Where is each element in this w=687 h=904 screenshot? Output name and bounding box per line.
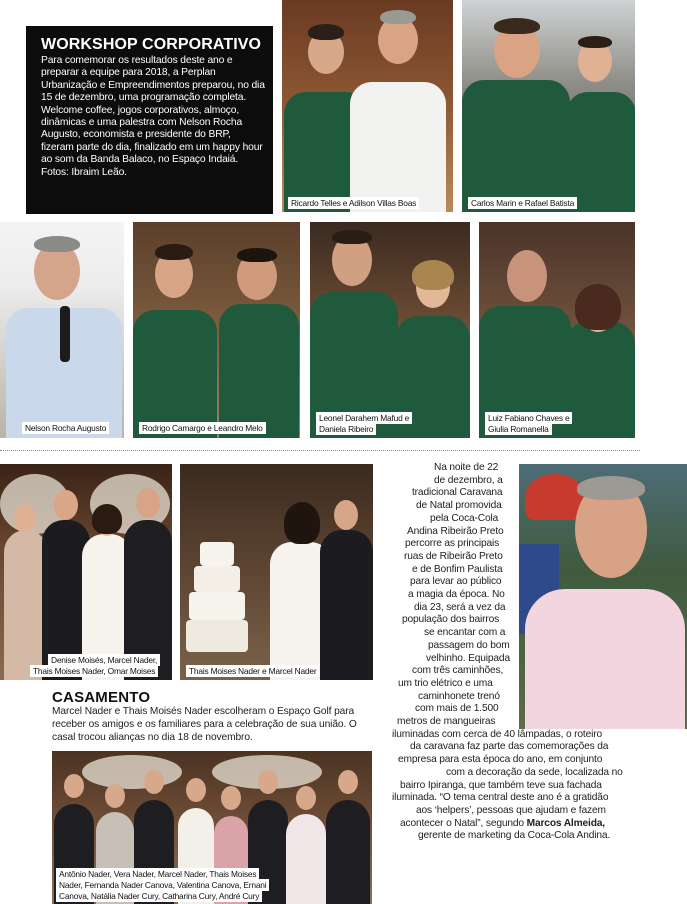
photo-nelson: [0, 222, 124, 438]
natal-line: pela Coca-Cola: [430, 512, 499, 524]
person-figure: [133, 222, 221, 438]
person-figure: [310, 222, 400, 438]
natal-line: a magia da época. No: [408, 589, 505, 601]
person-figure: [124, 488, 172, 680]
person-figure: [286, 786, 326, 904]
caption-leonel-daniela-2: Daniela Ribeiro: [316, 423, 376, 435]
caption-wedding-group-2: Nader, Fernanda Nader Canova, Valentina Canova, Ernani: [56, 879, 269, 891]
person-figure: [565, 222, 635, 438]
person-figure: [350, 0, 450, 212]
casamento-body: Marcel Nader e Thais Moisés Nader escolheram o Espaço Golf para receber os amigos e os familiares para a celebração de sua união. O casal trocou alianças no dia 18 de novembro.: [52, 706, 357, 743]
photo-rodrigo-leandro: [133, 222, 300, 438]
natal-line: Andina Ribeirão Preto: [407, 525, 504, 537]
caption-luiz-giulia-2: Giulia Romanella: [485, 423, 552, 435]
natal-line: aos ‘helpers’, pessoas que ajudam e fazem: [416, 804, 606, 816]
caption-nelson: Nelson Rocha Augusto: [22, 422, 109, 434]
caption-rodrigo-leandro: Rodrigo Camargo e Leandro Melo: [139, 422, 266, 434]
natal-line: para levar ao público: [410, 576, 502, 588]
natal-line: gerente de marketing da Coca-Cola Andina.: [418, 830, 611, 842]
workshop-text-box: [26, 26, 273, 214]
natal-line: com três caminhões,: [412, 665, 504, 677]
natal-line: bairro Ipiranga, que também teve sua fachada: [400, 779, 602, 791]
natal-line: ruas de Ribeirão Preto: [404, 550, 503, 562]
caption-wedding-family-2: Thais Moises Nader, Omar Moises: [30, 665, 158, 677]
wedding-cake: [186, 542, 248, 652]
workshop-body: Para comemorar os resultados deste ano e preparar a equipe para 2018, a Perplan Urbanização e Empreendimentos preparou, no dia 15 de dezembro, uma programação completa. Welcome coffee, jogos corporativos, almoço, dinâmicas e uma palestra com Nelson Rocha Augusto, economista e presidente do BRP, fizeram parte do dia, finalizado em um happy hour ao som da Banda Balaco, no Espaço Indaiá. Fotos: Ibraim Leão.: [41, 55, 265, 178]
natal-line: um trio elétrico e uma: [398, 677, 493, 689]
person-figure: [396, 222, 470, 438]
person-figure: [479, 222, 571, 438]
natal-line: de dezembro, a: [434, 474, 503, 486]
natal-line: com mais de 1.500: [415, 703, 499, 715]
natal-line: iluminada. “O tema central deste ano é a gratidão: [392, 792, 609, 804]
caption-wedding-group-1: Antônio Nader, Vera Nader, Marcel Nader, Thais Moises: [56, 868, 259, 880]
caption-luiz-giulia-1: Luiz Fabiano Chaves e: [485, 412, 572, 424]
caption-leonel-daniela-1: Leonel Darahem Mafud e: [316, 412, 412, 424]
photo-wedding-group: [52, 751, 372, 904]
photo-wedding-couple: [180, 464, 373, 680]
person-figure: [0, 222, 124, 438]
person-figure: [566, 0, 635, 212]
natal-line: Na noite de 22: [434, 462, 499, 473]
natal-line-text: acontecer o Natal”, segundo: [400, 817, 524, 829]
natal-line: [392, 818, 638, 831]
person-figure: [462, 0, 572, 212]
natal-line: metros de mangueiras: [397, 716, 496, 728]
natal-line: com a decoração da sede, localizada no: [446, 766, 623, 778]
natal-line: da caravana faz parte das comemorações da: [410, 741, 609, 753]
natal-line: dia 23, será a vez da: [414, 601, 506, 613]
natal-line: empresa para esta época do ano, em conjunto: [398, 754, 603, 766]
person-figure: [519, 464, 687, 729]
person-figure: [219, 222, 300, 438]
natal-line: população dos bairros: [402, 614, 500, 626]
caption-wedding-group-3: Canova, Natália Nader Cury, Catharina Cury, André Cury: [56, 890, 262, 902]
natal-line: passagem do bom: [428, 639, 510, 651]
natal-line: caminhonete trenó: [418, 690, 500, 702]
person-figure: [320, 494, 373, 680]
caption-wedding-family-1: Denise Moisés, Marcel Nader,: [48, 654, 160, 666]
caption-carlos-rafael: Carlos Marin e Rafael Batista: [468, 197, 577, 209]
casamento-title: CASAMENTO: [52, 689, 151, 706]
natal-line: de Natal promovida: [416, 500, 502, 512]
photo-carlos-rafael: [462, 0, 635, 212]
photo-ricardo-adilson: [282, 0, 453, 212]
natal-line: e de Bonfim Paulista: [412, 563, 503, 575]
photo-wedding-family: [0, 464, 172, 680]
workshop-title: WORKSHOP CORPORATIVO: [41, 36, 262, 53]
photo-leonel-daniela: [310, 222, 470, 438]
person-figure: [326, 770, 370, 904]
photo-marcos-almeida: [519, 464, 687, 729]
section-divider: [0, 450, 640, 451]
natal-line: se encantar com a: [424, 627, 506, 639]
natal-line: iluminadas com cerca de 40 lâmpadas, o roteiro: [392, 728, 602, 740]
caption-ricardo-adilson: Ricardo Telles e Adilson Villas Boas: [288, 197, 419, 209]
photo-luiz-giulia: [479, 222, 635, 438]
natal-speaker: Marcos Almeida,: [526, 817, 605, 829]
natal-line: velhinho. Equipada: [426, 652, 510, 664]
natal-line: percorre as principais: [405, 538, 500, 550]
natal-line: tradicional Caravana: [412, 487, 503, 499]
caption-wedding-couple: Thais Moises Nader e Marcel Nader: [186, 665, 319, 677]
